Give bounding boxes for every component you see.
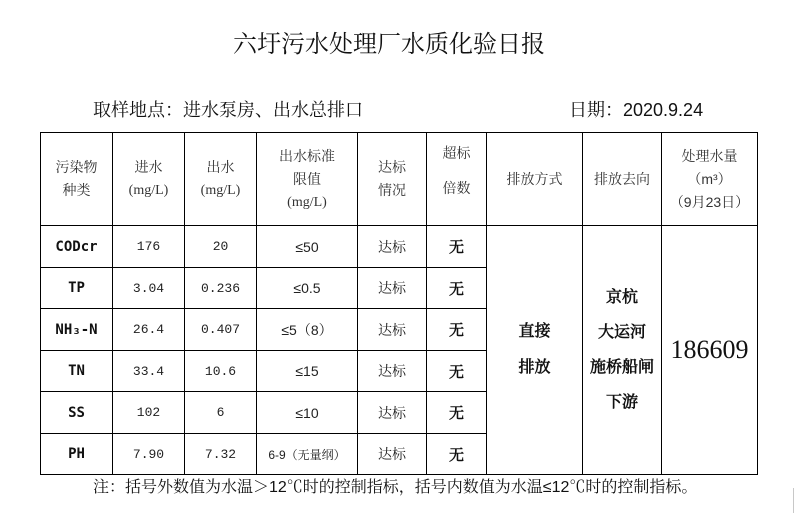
- report-title: 六圩污水处理厂水质化验日报: [233, 31, 545, 58]
- cell-discharge-destination: [583, 226, 662, 475]
- cell-exceedance: 无: [427, 268, 487, 309]
- table-header-row: [41, 133, 758, 226]
- header-line: 超标: [442, 145, 471, 161]
- header-line: 排放方式: [506, 170, 563, 187]
- cell-compliance: 达标: [358, 351, 427, 392]
- header-exceedance: [427, 133, 487, 226]
- header-compliance: [358, 133, 427, 226]
- cell-effluent-limit: 6-9（无量纲）: [257, 434, 358, 475]
- discharge-destination-line: 京杭: [605, 289, 638, 306]
- cell-pollutant: NH₃-N: [41, 309, 113, 351]
- cell-effluent: 6: [185, 392, 257, 434]
- cell-exceedance: 无: [427, 351, 487, 392]
- cell-compliance: 达标: [358, 309, 427, 351]
- header-unit: (mg/L): [287, 194, 327, 210]
- header-line: 污染物: [55, 159, 98, 175]
- cell-pollutant: CODcr: [41, 226, 113, 268]
- cell-effluent-limit: ≤15: [257, 351, 358, 392]
- header-line: 进水: [134, 159, 163, 175]
- discharge-method-line: 排放: [518, 359, 551, 376]
- cell-influent: 26.4: [113, 309, 185, 351]
- cell-effluent: 0.407: [185, 309, 257, 351]
- cell-influent: 3.04: [113, 268, 185, 309]
- header-line: 限值: [293, 170, 321, 187]
- cell-effluent-limit: ≤50: [257, 226, 358, 268]
- cell-effluent: 20: [185, 226, 257, 268]
- footnote: 注：括号外数值为水温＞12℃时的控制指标，括号内数值为水温≤12℃时的控制指标。: [93, 479, 698, 496]
- discharge-destination-line: 施桥船闸: [589, 359, 654, 376]
- cell-compliance: 达标: [358, 268, 427, 309]
- header-discharge-destination: [583, 133, 662, 226]
- cell-influent: 176: [113, 226, 185, 268]
- sampling-location: 取样地点：进水泵房、出水总排口: [93, 100, 363, 120]
- cell-pollutant: PH: [41, 434, 113, 475]
- cell-exceedance: 无: [427, 434, 487, 475]
- header-effluent-limit: [257, 133, 358, 226]
- header-influent: [113, 133, 185, 226]
- cell-influent: 33.4: [113, 351, 185, 392]
- cell-effluent-limit: ≤10: [257, 392, 358, 434]
- header-line: 出水: [206, 159, 235, 175]
- cell-pollutant: TP: [41, 268, 113, 309]
- cell-effluent-limit: ≤0.5: [257, 268, 358, 309]
- cell-treated-volume: 186609: [662, 226, 758, 475]
- cell-effluent-limit: ≤5（8）: [257, 309, 358, 351]
- table-row: [41, 226, 758, 268]
- header-date: （9月23日）: [669, 193, 750, 210]
- header-unit: (mg/L): [128, 183, 169, 198]
- cell-pollutant: SS: [41, 392, 113, 434]
- cell-exceedance: 无: [427, 392, 487, 434]
- discharge-destination-line: 大运河: [597, 324, 646, 341]
- header-line: 处理水量: [681, 147, 738, 164]
- header-discharge-method: [487, 133, 583, 226]
- cell-compliance: 达标: [358, 226, 427, 268]
- header-line: 倍数: [442, 180, 471, 196]
- cell-effluent: 7.32: [185, 434, 257, 475]
- header-unit: （m³）: [687, 170, 732, 187]
- cell-influent: 102: [113, 392, 185, 434]
- report-date: 日期：2020.9.24: [569, 100, 704, 120]
- discharge-method-line: 直接: [518, 323, 551, 340]
- header-line: 达标: [378, 159, 406, 175]
- cell-discharge-method: [487, 226, 583, 475]
- cell-effluent: 0.236: [185, 268, 257, 309]
- cell-exceedance: 无: [427, 309, 487, 351]
- header-pollutant: [41, 133, 113, 226]
- cell-compliance: 达标: [358, 434, 427, 475]
- discharge-destination-line: 下游: [605, 394, 638, 411]
- header-line: 种类: [62, 182, 91, 198]
- cell-pollutant: TN: [41, 351, 113, 392]
- cell-compliance: 达标: [358, 392, 427, 434]
- header-effluent: [185, 133, 257, 226]
- header-line: 排放去向: [594, 170, 650, 187]
- cell-exceedance: 无: [427, 226, 487, 268]
- page-edge-line: [793, 488, 794, 513]
- header-line: 出水标准: [279, 147, 335, 164]
- header-unit: (mg/L): [200, 183, 241, 198]
- water-quality-table: [40, 132, 758, 475]
- cell-effluent: 10.6: [185, 351, 257, 392]
- cell-influent: 7.90: [113, 434, 185, 475]
- header-treated-volume: [662, 133, 758, 226]
- header-line: 情况: [378, 182, 406, 198]
